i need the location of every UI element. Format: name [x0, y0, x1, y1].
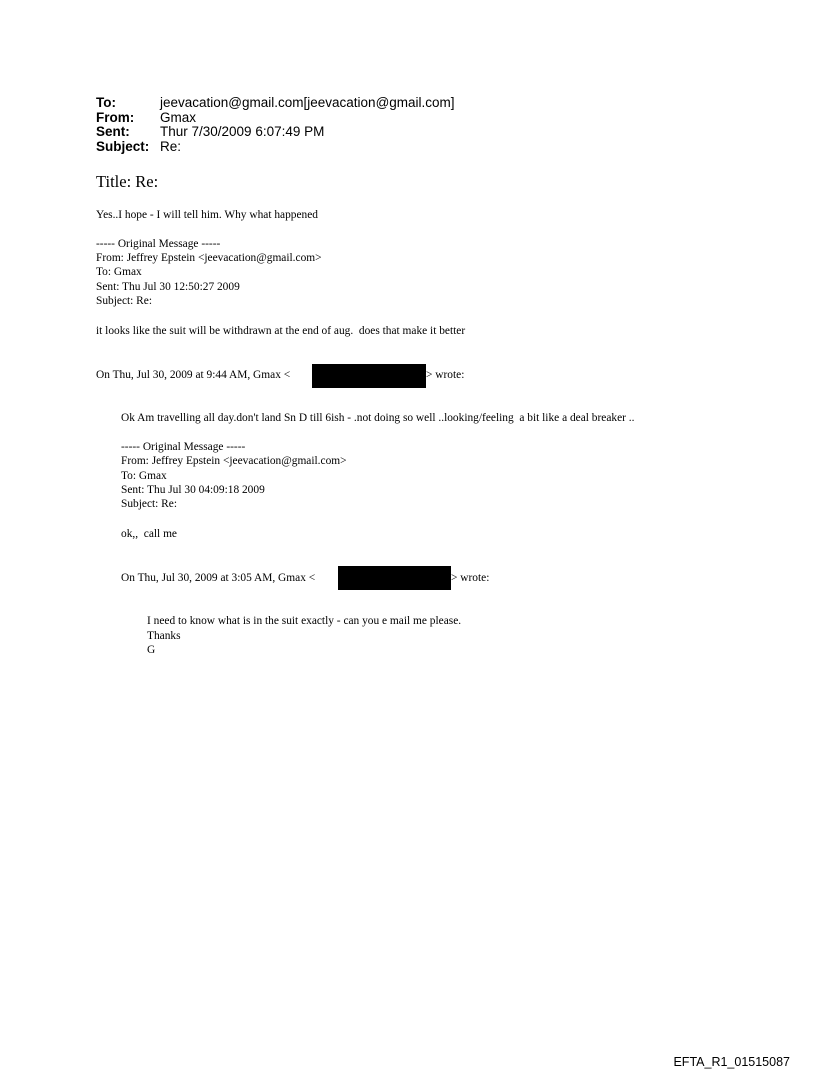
to-label: To:	[96, 95, 116, 110]
original-message-2-body: ok,, call me	[121, 528, 177, 540]
quote-1-attribution-start: On Thu, Jul 30, 2009 at 9:44 AM, Gmax <	[96, 369, 291, 381]
quote-2-attribution-start: On Thu, Jul 30, 2009 at 3:05 AM, Gmax <	[121, 572, 316, 584]
quote-2-attribution-end: > wrote:	[451, 572, 490, 584]
header-subject-row	[96, 140, 455, 155]
reply-body: Yes..I hope - I will tell him. Why what happened	[96, 209, 318, 221]
header-sent-row	[96, 125, 455, 140]
email-header	[96, 96, 455, 154]
quote-2-line-2: Thanks	[147, 630, 181, 642]
from-value: Gmax	[160, 109, 197, 125]
from-label: From:	[96, 109, 135, 125]
original-message-1-to: To: Gmax	[96, 266, 142, 278]
original-message-2-from: From: Jeffrey Epstein <jeevacation@gmail.com>	[121, 455, 347, 467]
to-value: jeevacation@gmail.com[jeevacation@gmail.com]	[160, 95, 455, 110]
subject-label: Subject:	[96, 138, 150, 154]
original-message-2-separator: ----- Original Message -----	[121, 441, 246, 453]
quote-1-body: Ok Am travelling all day.don't land Sn D till 6ish - .not doing so well ..looking/feeling a bit like a deal breaker ..	[121, 412, 635, 424]
sent-value: Thur 7/30/2009 6:07:49 PM	[160, 124, 325, 139]
original-message-1-subject: Subject: Re:	[96, 295, 152, 307]
document-id-footer: EFTA_R1_01515087	[673, 1055, 790, 1069]
header-from-row	[96, 111, 455, 126]
document-title: Title: Re:	[96, 172, 159, 191]
quote-2-line-1: I need to know what is in the suit exactly - can you e mail me please.	[147, 615, 462, 627]
header-to-row	[96, 96, 455, 111]
quote-1-attribution-end: > wrote:	[426, 369, 465, 381]
sent-label: Sent:	[96, 124, 130, 139]
original-message-1-separator: ----- Original Message -----	[96, 238, 221, 250]
original-message-2-sent: Sent: Thu Jul 30 04:09:18 2009	[121, 484, 265, 496]
original-message-1-body: it looks like the suit will be withdrawn at the end of aug. does that make it better	[96, 325, 466, 337]
quote-2-line-3: G	[147, 644, 156, 656]
redaction-block	[338, 566, 451, 590]
original-message-1-from: From: Jeffrey Epstein <jeevacation@gmail.com>	[96, 252, 322, 264]
subject-value: Re:	[160, 138, 182, 154]
redaction-block	[312, 364, 426, 388]
original-message-2-to: To: Gmax	[121, 470, 167, 482]
original-message-1-sent: Sent: Thu Jul 30 12:50:27 2009	[96, 281, 240, 293]
original-message-2-subject: Subject: Re:	[121, 498, 177, 510]
